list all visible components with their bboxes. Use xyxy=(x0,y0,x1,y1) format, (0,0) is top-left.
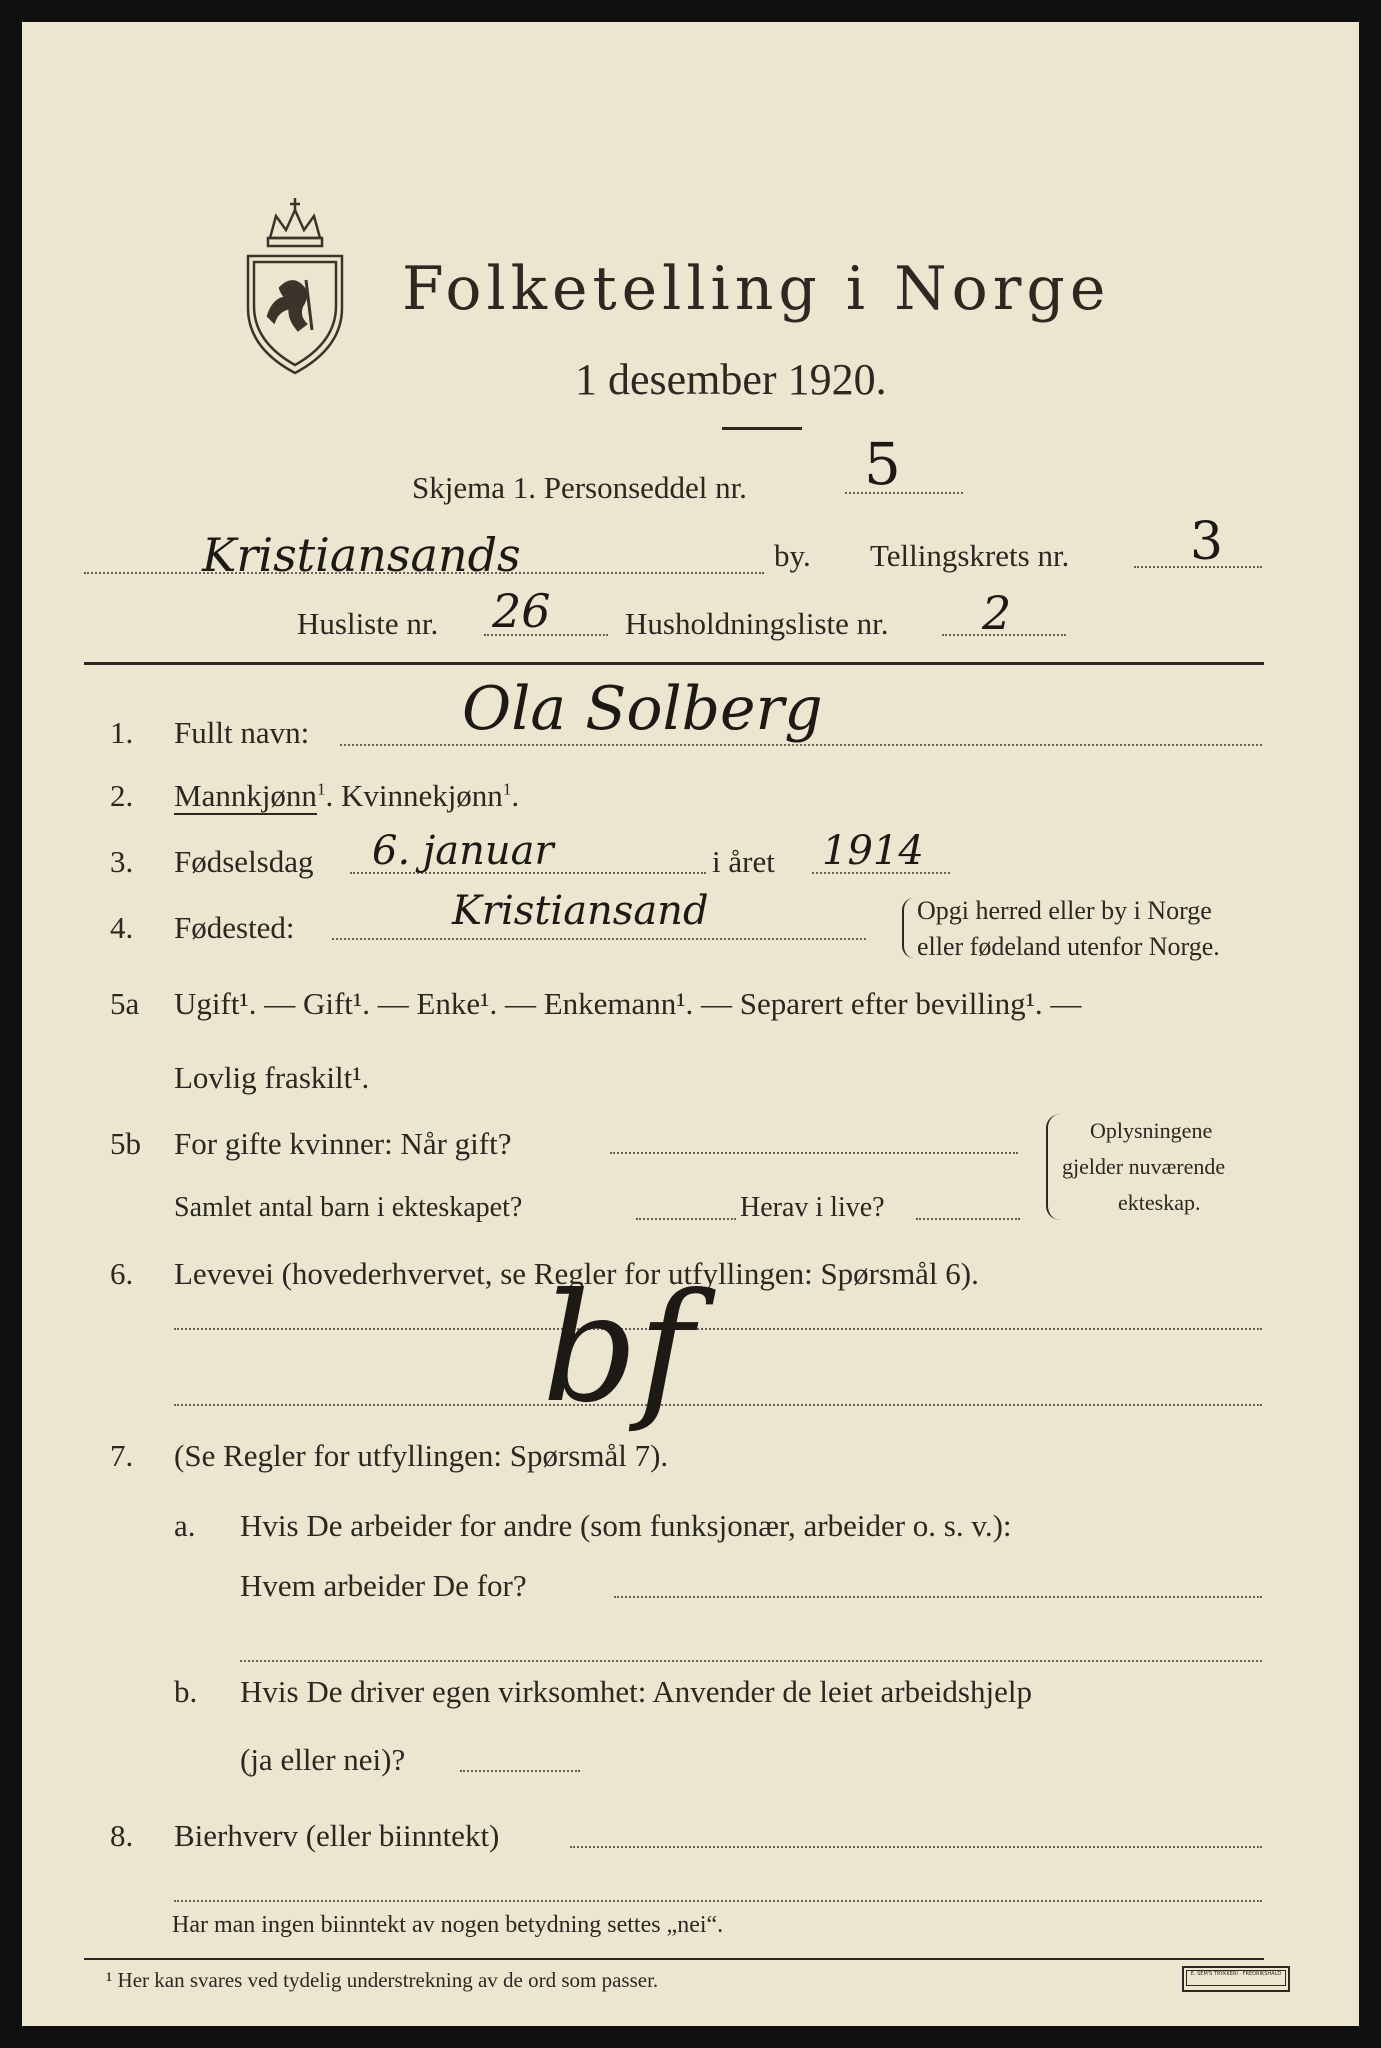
q6-label: Levevei (hovederhvervet, se Regler for utfyllingen: Spørsmål 6). xyxy=(174,1256,979,1291)
q7b-letter: b. xyxy=(174,1674,198,1709)
q7b-line-1: Hvis De driver egen virksomhet: Anvender de leiet arbeidshjelp xyxy=(240,1674,1032,1709)
header-rule xyxy=(84,662,1264,665)
q2-mannkjonn-option: Mannkjønn xyxy=(174,778,317,813)
skjema-label: Skjema 1. Personseddel nr. xyxy=(412,470,747,505)
q7-number: 7. xyxy=(110,1438,134,1473)
by-label: by. xyxy=(774,538,811,573)
q4-note-2: eller fødeland utenfor Norge. xyxy=(917,932,1220,961)
tellingskrets-nr-value: 3 xyxy=(1190,512,1224,572)
q3-year-value: 1914 xyxy=(822,828,924,874)
q8-label: Bierhverv (eller biinntekt) xyxy=(174,1818,500,1853)
census-form-page xyxy=(22,22,1359,2026)
footnote: ¹ Her kan svares ved tydelig understrekning av de ord som passer. xyxy=(106,1968,659,1992)
q3-label: Fødselsdag xyxy=(174,844,314,879)
q5b-label-1: For gifte kvinner: Når gift? xyxy=(174,1126,512,1161)
q5b-label-2: Samlet antal barn i ekteskapet? xyxy=(174,1192,523,1223)
q7a-letter: a. xyxy=(174,1508,196,1543)
norwegian-coat-of-arms-icon xyxy=(240,198,350,378)
city-value: Kristiansands xyxy=(202,528,521,582)
census-date: 1 desember 1920. xyxy=(575,355,887,404)
q3-number: 3. xyxy=(110,844,134,879)
q8-note: Har man ingen biinntekt av nogen betydning settes „nei“. xyxy=(172,1912,724,1938)
q5a-number: 5a xyxy=(110,986,140,1021)
personseddel-nr-value: 5 xyxy=(864,430,901,498)
title-divider xyxy=(722,427,802,430)
q7a-line-2: Hvem arbeider De for? xyxy=(240,1568,527,1603)
q6-number: 6. xyxy=(110,1256,134,1291)
q1-name-value: Ola Solberg xyxy=(462,674,823,744)
q4-birthplace-value: Kristiansand xyxy=(452,888,709,934)
q5b-number: 5b xyxy=(110,1126,141,1161)
q8-number: 8. xyxy=(110,1818,134,1853)
printer-stamp: E. SEM'S TRYKKERI · FREDRIKSHALD xyxy=(1182,1966,1290,1992)
q5b-note-1: Oplysningene xyxy=(1090,1118,1213,1143)
q4-note-1: Opgi herred eller by i Norge xyxy=(917,896,1212,925)
q5a-line-2: Lovlig fraskilt¹. xyxy=(174,1060,370,1095)
husholdningsliste-nr-value: 2 xyxy=(982,586,1012,640)
q5b-label-3: Herav i live? xyxy=(740,1192,885,1223)
q5b-note-3: ekteskap. xyxy=(1118,1190,1201,1215)
q3-year-label: i året xyxy=(712,844,775,879)
q4-number: 4. xyxy=(110,910,134,945)
q2-number: 2. xyxy=(110,778,134,813)
q5b-note-2: gjelder nuværende xyxy=(1062,1154,1226,1179)
q4-label: Fødested: xyxy=(174,910,295,945)
footnote-rule xyxy=(84,1958,1264,1960)
husliste-nr-value: 26 xyxy=(492,584,551,638)
q2-options: Mannkjønn$^1$. Kvinnekjønn$^1$. xyxy=(174,778,520,813)
q7-label: (Se Regler for utfyllingen: Spørsmål 7). xyxy=(174,1438,669,1473)
q7a-line-1: Hvis De arbeider for andre (som funksjonær, arbeider o. s. v.): xyxy=(240,1508,1012,1543)
page-title: Folketelling i Norge xyxy=(402,254,1111,324)
husholdningsliste-label: Husholdningsliste nr. xyxy=(625,606,889,641)
tellingskrets-label: Tellingskrets nr. xyxy=(870,538,1070,573)
q3-date-value: 6. januar xyxy=(372,828,554,874)
q5a-line-1: Ugift¹. — Gift¹. — Enke¹. — Enkemann¹. — Separert efter bevilling¹. — xyxy=(174,986,1082,1021)
husliste-label: Husliste nr. xyxy=(297,606,439,641)
q1-label: Fullt navn: xyxy=(174,715,310,750)
q1-number: 1. xyxy=(110,715,134,750)
q2-kvinnekjonn-option: Kvinnekjønn xyxy=(340,778,503,813)
q7b-line-2: (ja eller nei)? xyxy=(240,1742,406,1777)
q6-occupation-value: bf xyxy=(542,1262,694,1436)
